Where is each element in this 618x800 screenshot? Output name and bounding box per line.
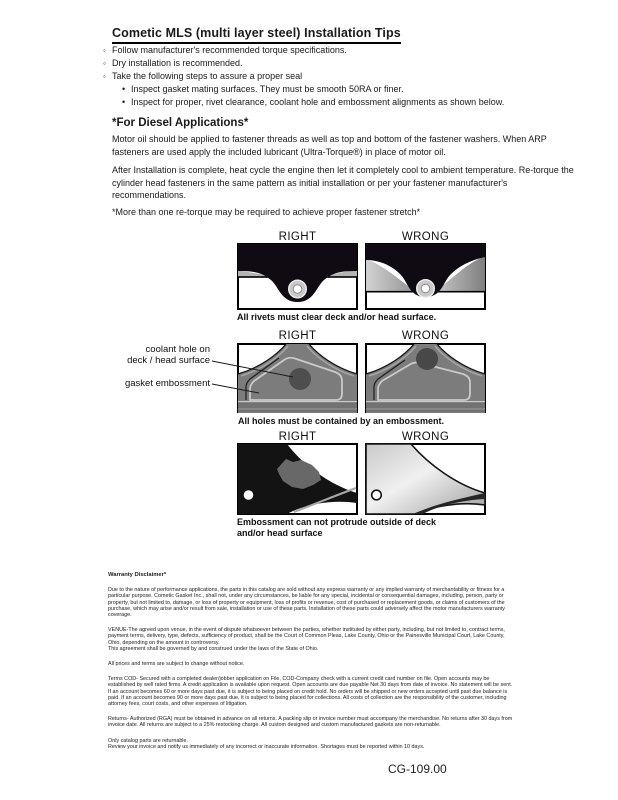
retorque-note: *More than one re-torque may be required to achieve proper fastener stretch* (112, 207, 421, 217)
warranty-paragraph: Due to the nature of performance applications, the parts in this catalog are sold without any express warranty or any implied warranty of merchantability or fitness for a particular purpose. Cometic Gasket Inc., shall not, under any circumstances, be liable for any special, incidental or consequential damages, including, person, party or property, but not limited to, damage, or loss of property or equipment, loss of profits or revenue, cost of purchased or replacement goods, or claims of customers of the purchase, which may arise and/or result from sale, installation or use of these parts. Installation of these parts could adversely affect the motor manufacturers warranty coverage. (108, 587, 505, 619)
tip-text: Take the following steps to assure a proper seal (112, 71, 303, 81)
page-title: Cometic MLS (multi layer steel) Installation Tips (112, 26, 401, 44)
list-item (103, 44, 504, 57)
rivet-center (293, 285, 302, 294)
warranty-disclaimer-heading: Warranty Disclaimer* (108, 572, 167, 578)
coolant-hole (289, 368, 311, 390)
catalog-parts-paragraph: Only catalog parts are returnable. Review your invoice and notify us immediately of any incorrect or inaccurate information. Shortages must be reported within 10 days. (108, 737, 425, 750)
installation-tips-list (103, 44, 504, 109)
right-label: RIGHT (278, 231, 317, 243)
list-item (122, 83, 504, 96)
diagram-holes-wrong (365, 343, 486, 413)
coolant-hole (416, 348, 438, 370)
returns-paragraph: Returns- Authorized (RGA) must be obtained in advance on all returns. A packing slip or invoice number must accompany the merchandise. No returns after 30 days from invoice date. All returns are subject to a 25% restocking charge. All custom designed and custom manufactured gaskets are non-returnable. (108, 716, 513, 729)
list-item (103, 57, 504, 70)
rivet-caption: All rivets must clear deck and/or head surface. (237, 312, 437, 322)
holes-caption: All holes must be contained by an embossment. (238, 416, 445, 426)
bullet-marker: ◦ (103, 46, 106, 55)
gasket-embossment-annotation: gasket embossment (124, 378, 210, 389)
tip-text: Follow manufacturer's recommended torque specifications. (112, 45, 347, 55)
diagram-holes-right (237, 343, 358, 413)
tip-text: Inspect gasket mating surfaces. They must be smooth 50RA or finer. (131, 84, 404, 94)
right-label: RIGHT (278, 330, 317, 342)
list-item (122, 96, 504, 109)
right-label: RIGHT (278, 431, 317, 443)
diagram-rivet-wrong (365, 243, 486, 310)
legal-section (108, 572, 516, 750)
bolt-hole (244, 490, 254, 500)
diagram-embossment-wrong (365, 443, 486, 515)
bolt-hole (372, 490, 382, 500)
embossment-caption: Embossment can not protrude outside of deck and/or head surface (237, 517, 437, 538)
tip-text: Dry installation is recommended. (112, 58, 243, 68)
diesel-oil-paragraph: Motor oil should be applied to fastener threads as well as top and bottom of the fastener washers. When ARP fasteners are used apply the included lubricant (Ultra-Torque®) in place of motor oil. (112, 134, 547, 157)
wrong-label: WRONG (401, 431, 450, 443)
document-code: CG-109.00 (388, 762, 447, 776)
bullet-marker: • (122, 97, 126, 107)
rivet-center (421, 284, 430, 293)
tip-text: Inspect for proper, rivet clearance, coolant hole and embossment alignments as shown below. (131, 97, 505, 107)
bullet-marker: ◦ (103, 72, 106, 81)
heat-cycle-paragraph: After Installation is complete, heat cycle the engine then let it completely cool to ambient temperature. Re-torque the cylinder head fasteners in the same pattern as initial installation or per your fastener manufacturer's recommendations. (112, 165, 574, 200)
bullet-marker: ◦ (103, 59, 106, 68)
diagram-embossment-right (237, 443, 358, 515)
prices-paragraph: All prices and terms are subject to change without notice. (108, 661, 245, 668)
wrong-label: WRONG (401, 231, 450, 243)
coolant-hole-annotation: coolant hole on deck / head surface (127, 344, 210, 366)
list-item (103, 70, 504, 83)
wrong-label: WRONG (401, 330, 450, 342)
terms-paragraph: Terms COD- Secured with a completed dealer/jobber application on File, COD-Company check with a current credit card number on file. Open accounts may be established by well rated firms. A credit application is available upon request. Open accounts are due payable Net 30 days from date of invoice. No statement will be sent. If an account becomes 60 or more days past due, it is subject to being placed on credit hold. No orders will be shipped or new orders accepted until past due balance is paid. If an account becomes 90 or more days past due, it is subject to being placed for collections. All costs of collection are the responsibility of the customer, including attorney fees, court costs, and other expenses of litigation. (108, 676, 513, 708)
bullet-marker: • (122, 84, 126, 94)
diagram-rivet-right (237, 243, 358, 310)
diesel-applications-heading: *For Diesel Applications* (112, 117, 249, 129)
venue-paragraph: VENUE-The agreed upon venue, in the event of dispute whatsoever between the parties, whether instituted by either party, including, but not limited to, contract terms, payment terms, delivery, type, defects, sufficiency of product, shall be the Court of Common Pleas, Lake County, Ohio or the Painesville Municipal Court, Lake County, Ohio, depending on the amount in controversy. This agreement shall be governed by and construed under the laws of the State of Ohio. (108, 627, 505, 652)
